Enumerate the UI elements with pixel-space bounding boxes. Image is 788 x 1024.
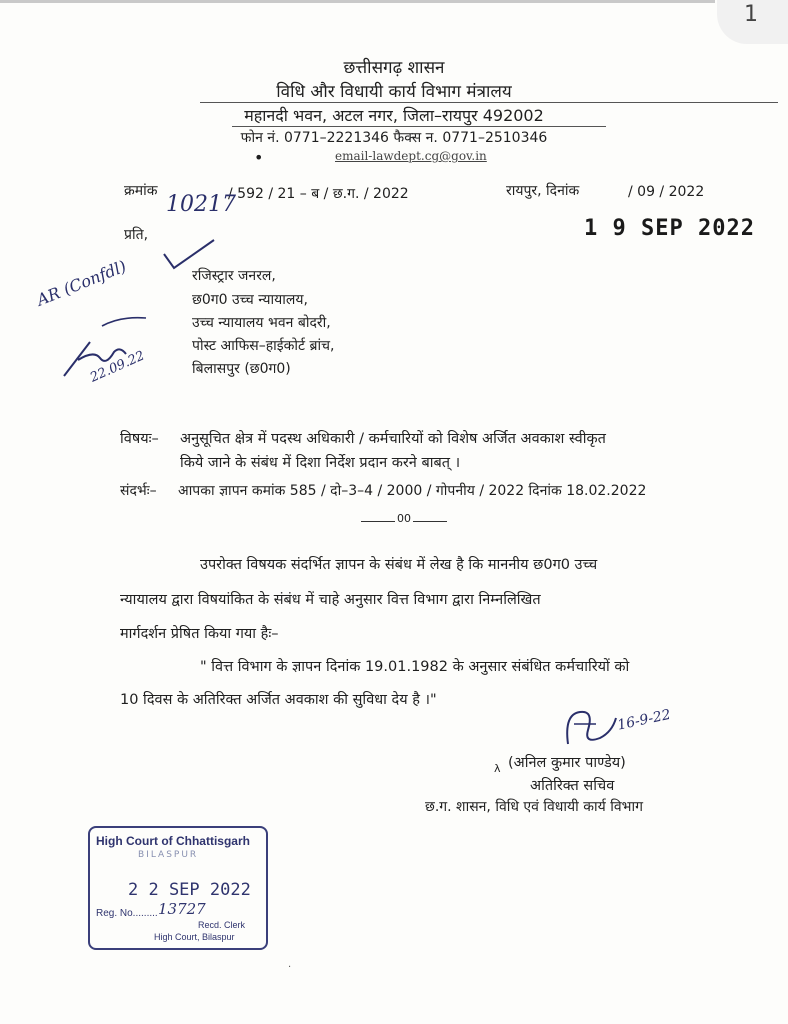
stamp-recd-clerk: Recd. Clerk — [198, 920, 246, 930]
subject-label: विषयः– — [120, 431, 159, 447]
header-government: छत्तीसगढ़ शासन — [343, 58, 445, 78]
place-date-label: रायपुर, दिनांक — [506, 183, 580, 199]
signature-scribble — [560, 704, 620, 754]
margin-note-ar-confidential: AR (Confdl) — [34, 256, 129, 310]
body-p1-line-1: उपरोक्त विषयक संदर्भित ज्ञापन के संबंध में लेख है कि माननीय छ0ग0 उच्च — [200, 557, 598, 573]
body-p1-line-3: मार्गदर्शन प्रेषित किया गया हैः– — [120, 626, 279, 642]
separator-mark: 00 — [397, 512, 411, 525]
handwritten-inward-number: 10217 — [166, 192, 236, 217]
kramank-value: / 592 / 21 – ब / छ.ग. / 2022 — [228, 186, 409, 202]
stamp-date: 2 2 SEP 2022 — [128, 880, 251, 900]
prati-label: प्रति, — [124, 227, 149, 243]
margin-note-date: 22.09.22 — [88, 348, 147, 386]
stamp-reg-label: Reg. No......... — [96, 908, 158, 919]
header-department: विधि और विधायी कार्य विभाग मंत्रालय — [276, 82, 512, 102]
addressee-line-2: छ0ग0 उच्च न्यायालय, — [192, 292, 308, 308]
subject-line-2: किये जाने के संबंध में दिशा निर्देश प्रदान करने बाबत् । — [180, 455, 461, 471]
addressee-line-1: रजिस्ट्रार जनरल, — [192, 268, 276, 284]
signatory-department: छ.ग. शासन, विधि एवं विधायी कार्य विभाग — [425, 799, 643, 815]
signatory-designation: अतिरिक्त सचिव — [530, 778, 615, 794]
body-quote-line-2: 10 दिवस के अतिरिक्त अर्जित अवकाश की सुविधा देय है ।" — [120, 692, 437, 708]
separator-rule-left — [361, 521, 395, 522]
body-p1-line-2: न्यायालय द्वारा विषयांकित के संबंध में चाहे अनुसार वित्त विभाग द्वारा निम्नलिखित — [120, 592, 541, 608]
stamp-title: High Court of Chhattisgarh — [96, 834, 250, 848]
high-court-receipt-stamp — [88, 826, 268, 950]
reference-label: संदर्भः– — [120, 483, 157, 499]
signature-hand-date: 16-9-22 — [616, 706, 673, 734]
page-number: 1 — [744, 2, 758, 27]
header-rule-2 — [232, 126, 606, 127]
stamp-reg-number: 13727 — [158, 900, 206, 918]
subject-line-1: अनुसूचित क्षेत्र में पदस्थ अधिकारी / कर्मचारियों को विशेष अर्जित अवकाश स्वीकृत — [180, 431, 606, 447]
signatory-name: (अनिल कुमार पाण्डेय) — [508, 755, 626, 771]
addressee-line-3: उच्च न्यायालय भवन बोदरी, — [192, 315, 331, 331]
kramank-label: क्रमांक — [124, 183, 158, 199]
addressee-line-4: पोस्ट आफिस–हाईकोर्ट ब्रांच, — [192, 338, 335, 354]
header-email: email-lawdept.cg@gov.in — [335, 149, 487, 163]
header-rule-1 — [200, 102, 778, 103]
stamp-place: BILASPUR — [138, 850, 199, 860]
date-value: / 09 / 2022 — [628, 184, 705, 200]
reference-text: आपका ज्ञापन कमांक 585 / दो–3–4 / 2000 / गोपनीय / 2022 दिनांक 18.02.2022 — [178, 483, 647, 499]
margin-underline-stroke — [100, 312, 150, 332]
addressee-line-5: बिलासपुर (छ0ग0) — [192, 361, 291, 377]
signature-mark: λ — [494, 762, 501, 775]
header-address: महानदी भवन, अटल नगर, जिला–रायपुर 492002 — [244, 106, 544, 125]
header-phone-fax: फोन नं. 0771–2221346 फैक्स न. 0771–2510346 — [240, 130, 548, 146]
bullet-dot: • — [254, 148, 264, 167]
separator-rule-right — [413, 521, 447, 522]
top-rule — [0, 0, 715, 3]
dispatch-date-stamp: 1 9 SEP 2022 — [584, 216, 755, 241]
stamp-court-place: High Court, Bilaspur — [154, 932, 235, 942]
body-quote-line-1: " वित्त विभाग के ज्ञापन दिनांक 19.01.1982 के अनुसार संबंधित कर्मचारियों को — [200, 659, 630, 675]
scan-speck: · — [288, 962, 292, 973]
